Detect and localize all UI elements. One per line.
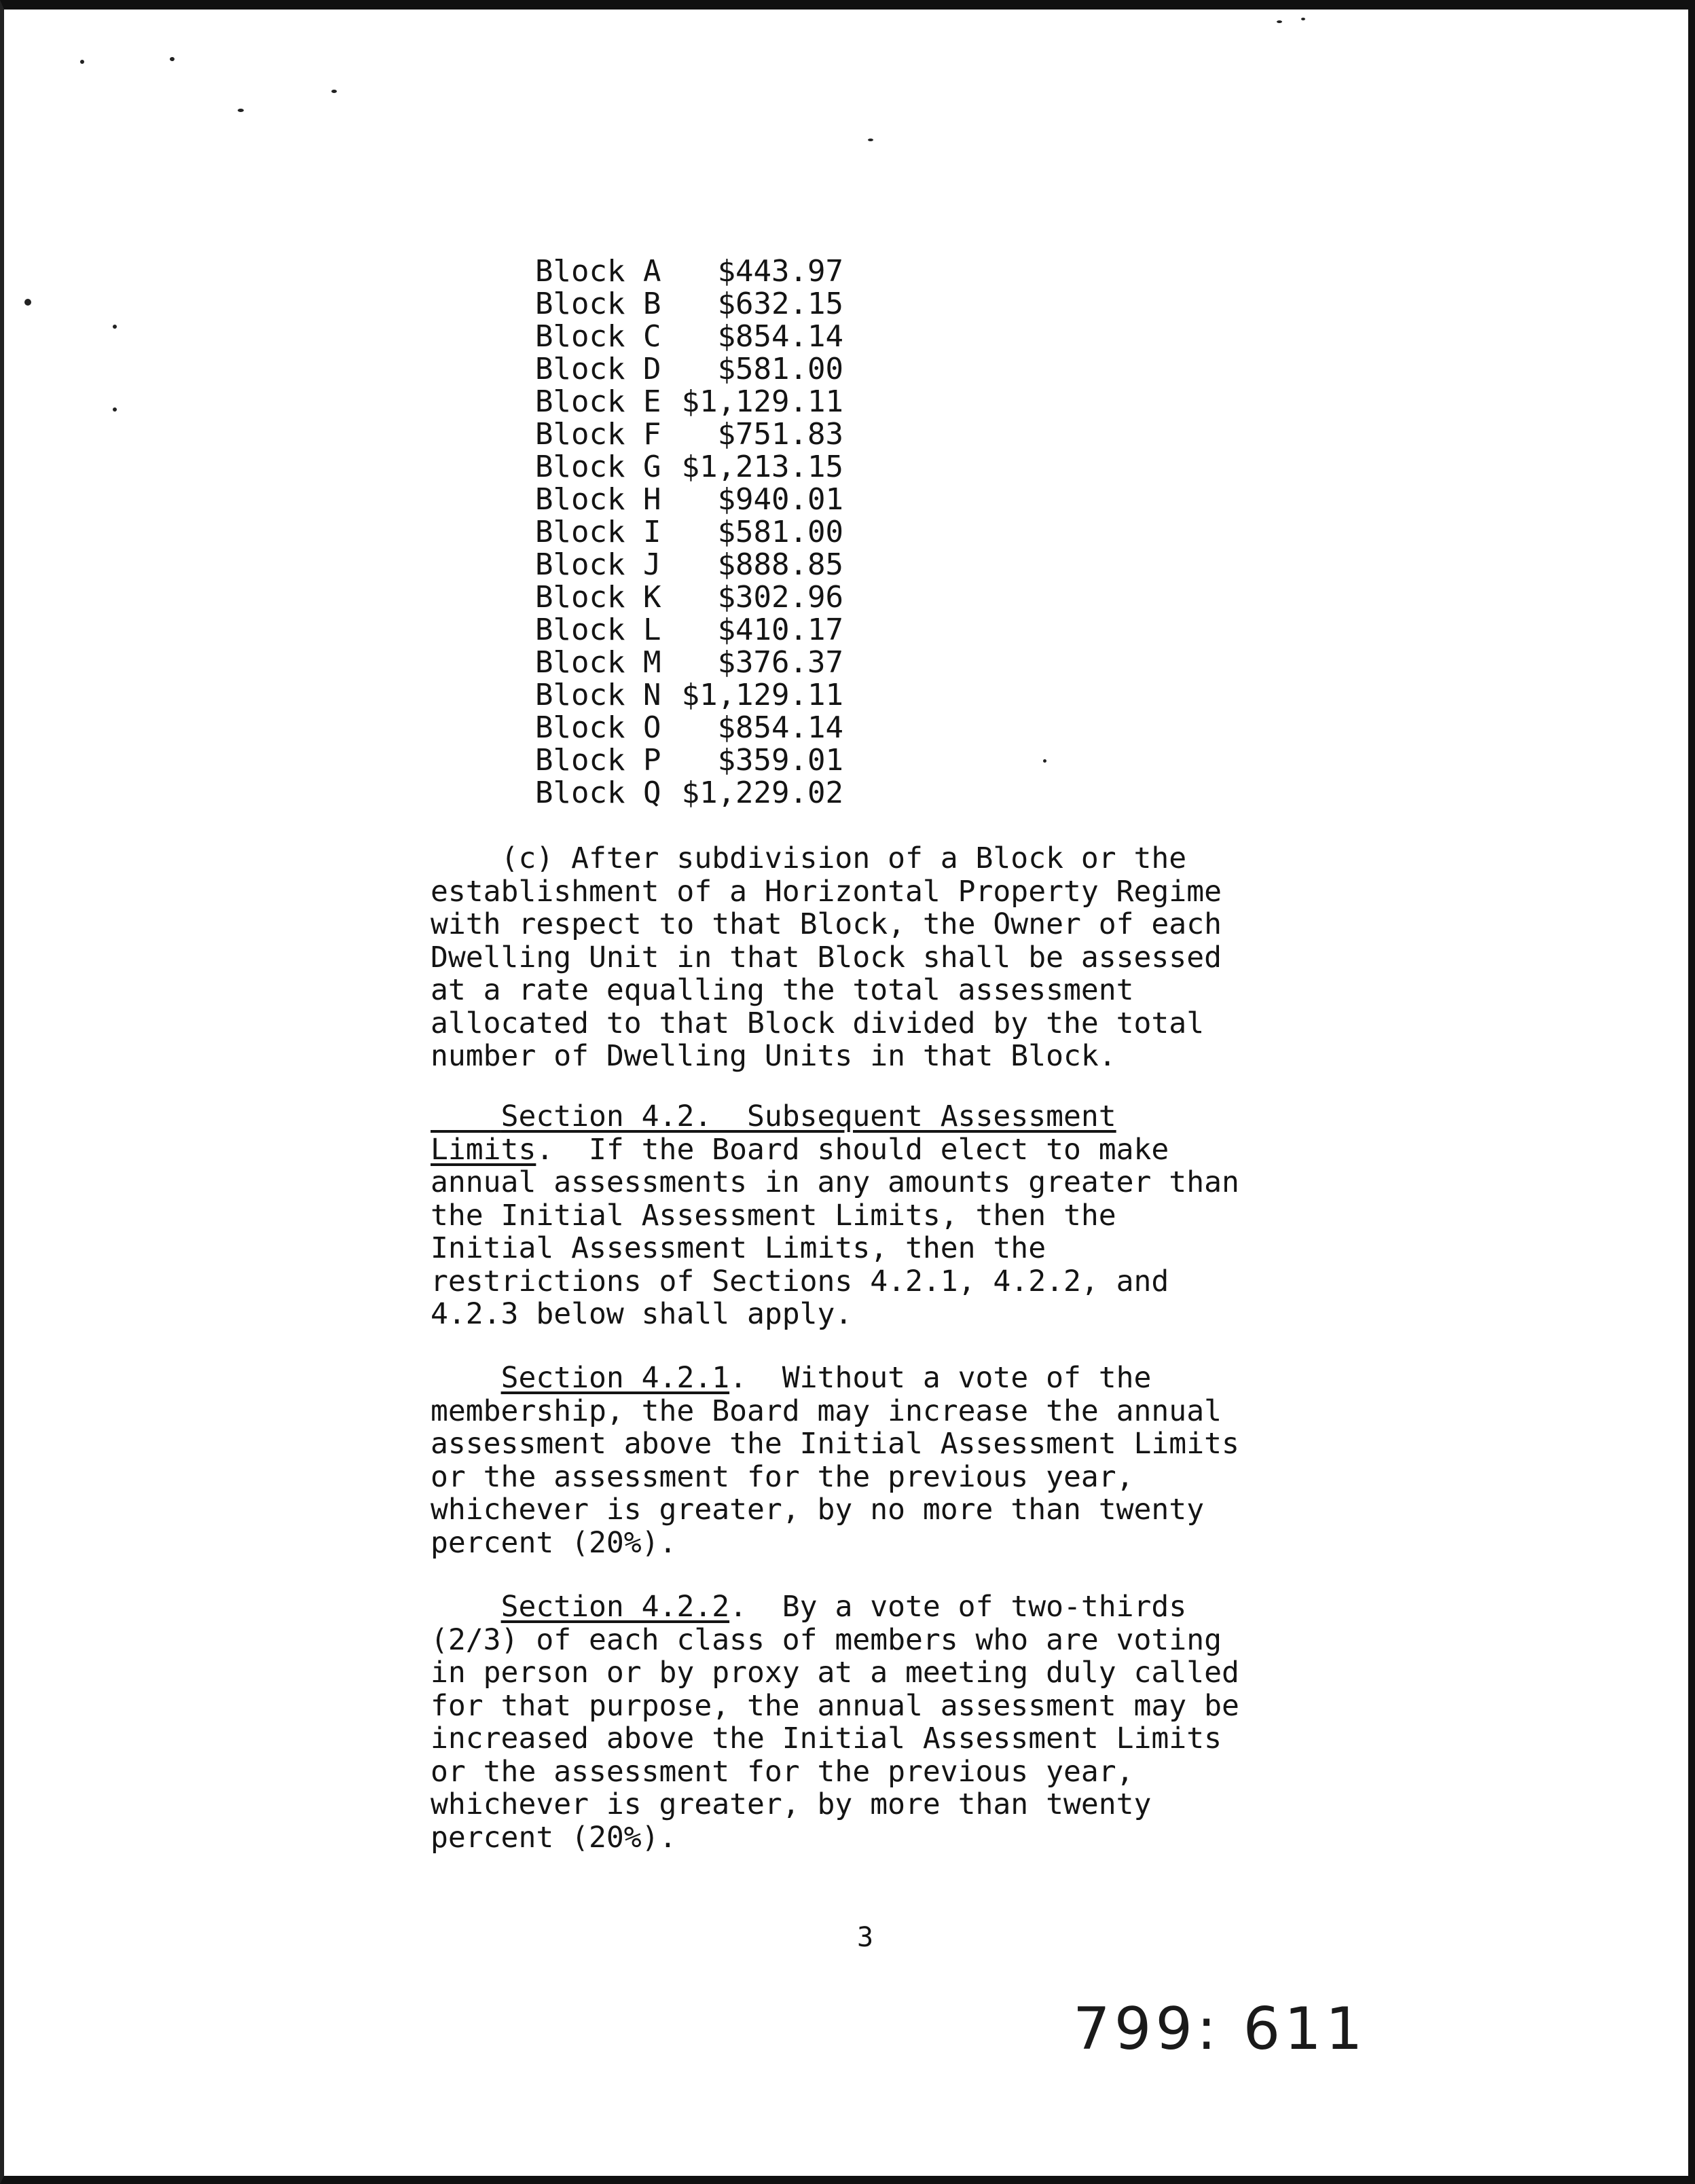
table-row (535, 418, 997, 451)
block-label: Block N (535, 678, 661, 712)
paragraph-c: (c) After subdivision of a Block or the establishment of a Horizontal Property Regime with respect to that Block, the Owner of each Dwelling Unit in that Block shall be assessed at a rate equalling the total assessment allocated to that Block divided by the total number of Dwelling Units in that Block. (431, 841, 1222, 1073)
section-4-2-2-body: (2/3) of each class of members who are voting in person or by proxy at a meeting duly called for that purpose, the annual assessment may be increased above the Initial Assessment Limits or the assessment for the previous year, whichever is greater, by more than twenty percent (20%). (431, 1622, 1239, 1855)
scan-speck (238, 109, 244, 112)
table-row (535, 777, 997, 809)
scan-speck (170, 57, 175, 61)
block-amount: $581.00 (717, 352, 843, 386)
table-row (535, 353, 997, 386)
scan-speck (1301, 18, 1305, 20)
block-label: Block F (535, 417, 661, 452)
table-row (535, 549, 997, 581)
scan-speck (1043, 759, 1046, 763)
block-amount: $751.83 (717, 417, 843, 452)
scan-speck (113, 325, 117, 329)
table-row (535, 516, 997, 549)
scan-speck (24, 299, 31, 306)
table-row (535, 712, 997, 744)
table-row (535, 288, 997, 321)
table-row (535, 255, 997, 288)
table-row (535, 679, 997, 712)
block-label: Block Q (535, 776, 661, 810)
block-label: Block E (535, 384, 661, 419)
block-amount: $854.14 (717, 710, 843, 745)
table-row (535, 647, 997, 679)
section-4-2-heading-line1: Section 4.2. Subsequent Assessment (500, 1099, 1116, 1133)
section-4-2-1-body: membership, the Board may increase the annual assessment above the Initial Assessment Limits or the assessment for the previous year, whichever is greater, by no more than twenty percent (20%). (431, 1394, 1239, 1560)
scan-speck (331, 90, 337, 93)
scan-speck (113, 407, 117, 412)
section-4-2-1 (431, 1362, 1368, 1559)
block-label: Block J (535, 547, 661, 582)
table-row (535, 484, 997, 516)
section-4-2-first-line: . If the Board should elect to make (536, 1132, 1169, 1167)
document-code: 799: 611 (1073, 1995, 1367, 2063)
scan-speck (80, 60, 84, 64)
block-label: Block P (535, 743, 661, 778)
block-label: Block L (535, 613, 661, 647)
block-label: Block G (535, 450, 661, 484)
block-label: Block I (535, 515, 661, 549)
section-4-2-heading-line2: Limits (431, 1132, 536, 1167)
block-label: Block A (535, 254, 661, 289)
block-amount: $443.97 (717, 254, 843, 289)
block-label: Block C (535, 319, 661, 354)
block-amount: $1,213.15 (681, 450, 843, 484)
block-label: Block K (535, 580, 661, 615)
table-row (535, 744, 997, 777)
table-row (535, 321, 997, 353)
table-row (535, 614, 997, 647)
block-amount: $410.17 (717, 613, 843, 647)
section-4-2-2-heading: Section 4.2.2 (500, 1590, 730, 1624)
block-amount: $888.85 (717, 547, 843, 582)
table-row (535, 451, 997, 484)
block-label: Block M (535, 645, 661, 680)
block-label: Block O (535, 710, 661, 745)
block-assessment-table (535, 255, 997, 809)
section-4-2-body: annual assessments in any amounts greater than the Initial Assessment Limits, then the Initial Assessment Limits, then the restrictions of Sections 4.2.1, 4.2.2, and 4.2.3 below shall apply. (431, 1165, 1239, 1331)
scan-speck (868, 139, 873, 141)
section-4-2-2 (431, 1590, 1368, 1854)
table-row (535, 386, 997, 418)
section-4-2 (431, 1100, 1368, 1331)
block-label: Block B (535, 287, 661, 321)
block-amount: $632.15 (717, 287, 843, 321)
block-amount: $1,129.11 (681, 384, 843, 419)
page-number: 3 (857, 1922, 874, 1953)
block-amount: $376.37 (717, 645, 843, 680)
block-amount: $1,129.11 (681, 678, 843, 712)
block-amount: $359.01 (717, 743, 843, 778)
section-4-2-heading (431, 1099, 1116, 1133)
table-row (535, 581, 997, 614)
block-amount: $581.00 (717, 515, 843, 549)
block-amount: $302.96 (717, 580, 843, 615)
section-4-2-1-heading: Section 4.2.1 (500, 1361, 730, 1395)
block-amount: $854.14 (717, 319, 843, 354)
block-amount: $940.01 (717, 482, 843, 517)
block-amount: $1,229.02 (681, 776, 843, 810)
block-label: Block H (535, 482, 661, 517)
scan-speck (1277, 20, 1282, 23)
block-label: Block D (535, 352, 661, 386)
section-4-2-2-first-line: . By a vote of two-thirds (729, 1590, 1187, 1624)
section-4-2-1-first-line: . Without a vote of the (729, 1361, 1152, 1395)
